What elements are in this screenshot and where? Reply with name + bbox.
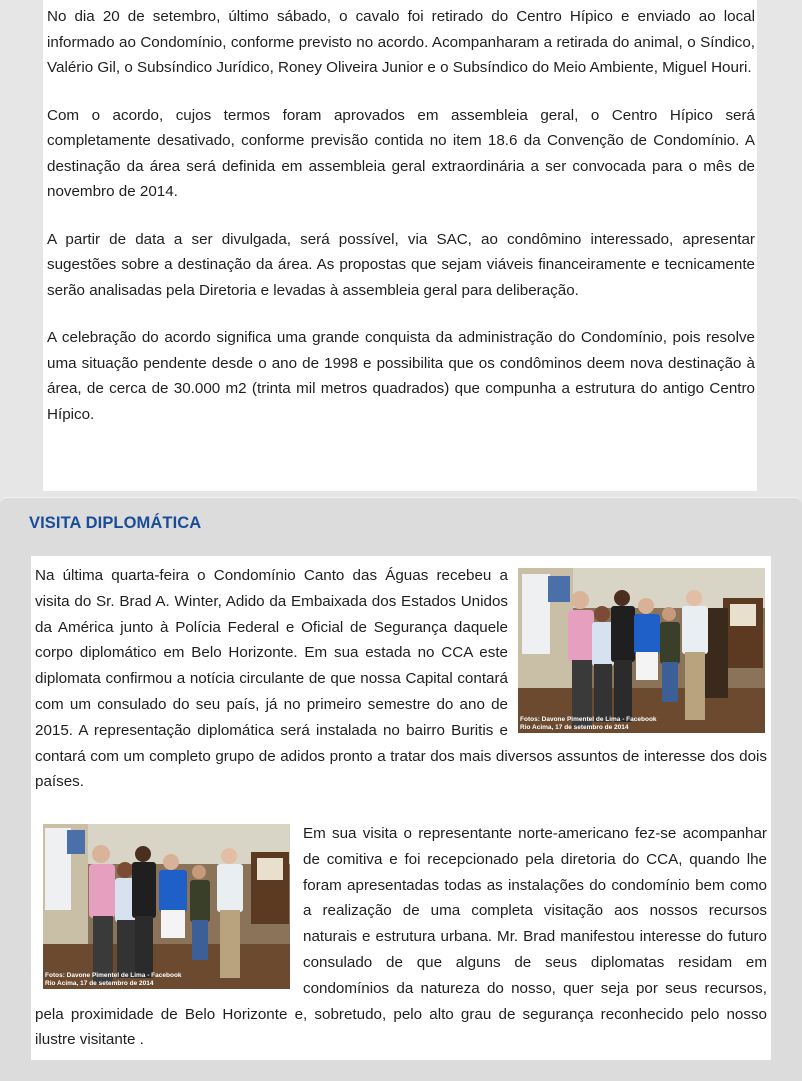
section-paragraph-2: Em sua visita o representante norte-americano fez-se acompanhar de comitiva e foi recepcionado pela diretoria do CCA, quando lhe foram apresentadas todas as instalações do condomínio bem como a realização de uma completa visitação aos nossos recursos naturais e estrutura urbana. Mr. Brad manifestou interesse do futuro consulado de que alguns de seus diplomatas residam em condomínios da natureza do nosso, quer seja por seus recursos, pela proximidade de Belo Horizonte e, sobretudo, pelo alto grau de segurança reconhecido pelo nosso ilustre visitante . bbox=[35, 825, 767, 1049]
article-paragraph: A celebração do acordo significa uma grande conquista da administração do Condomínio, pois resolve uma situação pendente desde o ano de 1998 e possibilita que os condôminos deem nova destinação à área, de cerca de 30.000 m2 (trinta mil metros quadrados) que compunha a estrutura do antigo Centro Hípico. bbox=[47, 329, 755, 423]
group-photo-1[interactable] bbox=[518, 568, 765, 733]
section-title: VISITA DIPLOMÁTICA bbox=[29, 514, 202, 532]
visita-diplomatica-section bbox=[0, 497, 802, 1081]
photo-caption-line-2: Rio Acima, 17 de setembro de 2014 bbox=[520, 724, 629, 731]
paragraph-with-photo-left bbox=[35, 821, 767, 1053]
photo-caption-line-1: Fotos: Davone Pimentel de Lima - Facebook bbox=[520, 716, 657, 723]
article-paragraph: No dia 20 de setembro, último sábado, o cavalo foi retirado do Centro Hípico e enviado ao local informado ao Condomínio, conforme previsto no acordo. Acompanharam a retirada do animal, o Síndico, Valério Gil, o Subsíndico Jurídico, Roney Oliveira Junior e o Subsíndico do Meio Ambiente, Miguel Houri. bbox=[47, 8, 755, 76]
group-photo-image bbox=[518, 568, 765, 733]
section-content bbox=[31, 556, 771, 1060]
group-photo-2[interactable] bbox=[43, 824, 290, 989]
article-continuation-panel bbox=[43, 0, 757, 491]
section-paragraph-1: Na última quarta-feira o Condomínio Canto das Águas recebeu a visita do Sr. Brad A. Winter, Adido da Embaixada dos Estados Unidos da América junto à Polícia Federal e Oficial de Segurança daquele corpo diplomático em Belo Horizonte. Em sua estada no CCA este diplomata confirmou a notícia circulante de que nossa Capital contará com um consulado do seu país, já no primeiro semestre do ano de 2015. A representação diplomática será instalada no bairro Buritis e contará com um completo grupo de adidos pronto a tratar dos mais diversos assuntos de interesse dos dois países. bbox=[35, 567, 767, 791]
article-paragraph: Com o acordo, cujos termos foram aprovados em assembleia geral, o Centro Hípico será completamente desativado, conforme previsão contida no item 18.6 da Convenção de Condomínio. A destinação da área será definida em assembleia geral extraordinária a ser convocada para o mês de novembro de 2014. bbox=[47, 106, 755, 200]
group-photo-image bbox=[43, 824, 290, 989]
photo-caption-line-2: Rio Acima, 17 de setembro de 2014 bbox=[45, 980, 154, 987]
article-paragraph: A partir de data a ser divulgada, será possível, via SAC, ao condômino interessado, apresentar sugestões sobre a destinação da área. As propostas que sejam viáveis financeiramente e tecnicamente serão analisadas pela Diretoria e levadas à assembleia geral para deliberação. bbox=[47, 230, 755, 299]
photo-caption-line-1: Fotos: Davone Pimentel de Lima - Facebook bbox=[45, 972, 182, 979]
paragraph-with-photo-right bbox=[35, 563, 767, 795]
